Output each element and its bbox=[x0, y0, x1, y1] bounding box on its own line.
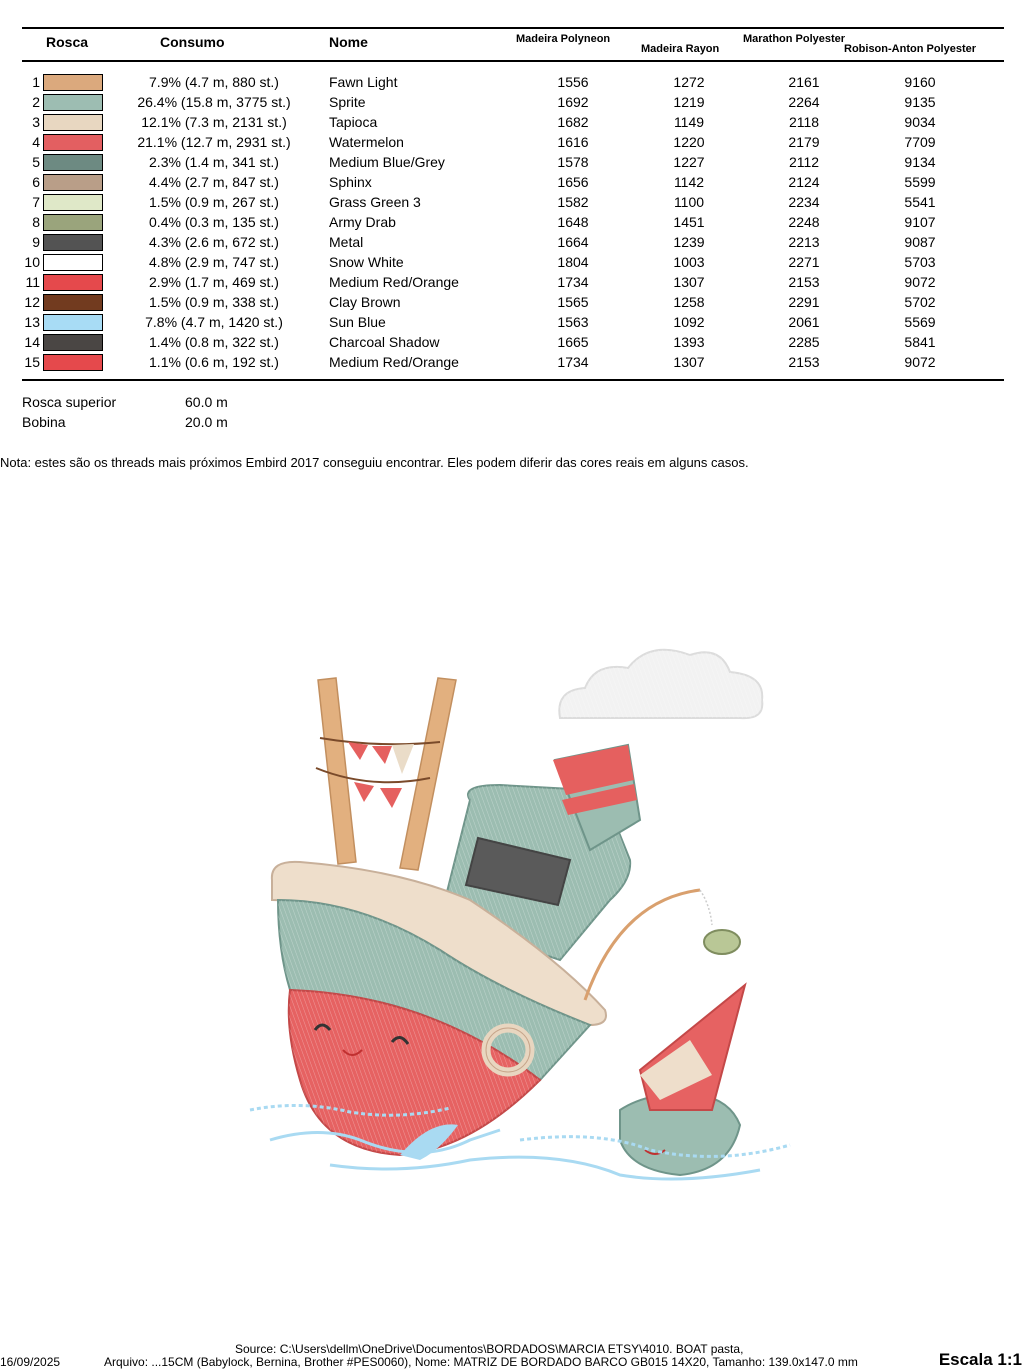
marathon-cell: 2264 bbox=[788, 94, 820, 110]
row-number: 15 bbox=[24, 354, 40, 370]
nome-cell: Grass Green 3 bbox=[329, 194, 421, 210]
footer-scale: Escala 1:1 bbox=[938, 1350, 1022, 1369]
rosca-superior-value: 60.0 m bbox=[185, 394, 228, 410]
consumo-cell: 4.3% (2.6 m, 672 st.) bbox=[149, 234, 279, 250]
row-number: 11 bbox=[25, 274, 40, 290]
madeira-polyneon-cell: 1682 bbox=[557, 114, 589, 130]
robison-cell: 9072 bbox=[904, 274, 936, 290]
consumo-cell: 21.1% (12.7 m, 2931 st.) bbox=[137, 134, 291, 150]
nome-cell: Fawn Light bbox=[329, 74, 398, 90]
row-number: 1 bbox=[32, 74, 40, 90]
nome-cell: Snow White bbox=[329, 254, 404, 270]
bobina-value: 20.0 m bbox=[185, 414, 228, 430]
madeira-rayon-cell: 1239 bbox=[673, 234, 705, 250]
consumo-cell: 1.5% (0.9 m, 267 st.) bbox=[149, 194, 279, 210]
header-rosca: Rosca bbox=[46, 34, 89, 50]
row-number: 2 bbox=[32, 94, 40, 110]
marathon-cell: 2112 bbox=[788, 154, 820, 170]
nome-cell: Tapioca bbox=[329, 114, 378, 130]
consumo-cell: 7.8% (4.7 m, 1420 st.) bbox=[145, 314, 283, 330]
consumo-cell: 1.4% (0.8 m, 322 st.) bbox=[149, 334, 279, 350]
nome-cell: Sphinx bbox=[329, 174, 372, 190]
marathon-cell: 2234 bbox=[788, 194, 820, 210]
header-nome: Nome bbox=[329, 34, 368, 50]
header-marathon: Marathon Polyester bbox=[743, 33, 846, 45]
madeira-polyneon-cell: 1804 bbox=[557, 254, 589, 270]
madeira-rayon-cell: 1393 bbox=[673, 334, 705, 350]
consumo-cell: 12.1% (7.3 m, 2131 st.) bbox=[141, 114, 287, 130]
robison-cell: 9160 bbox=[904, 74, 936, 90]
row-number: 12 bbox=[24, 294, 40, 310]
consumo-cell: 4.8% (2.9 m, 747 st.) bbox=[149, 254, 279, 270]
marathon-cell: 2061 bbox=[788, 314, 820, 330]
consumo-cell: 1.1% (0.6 m, 192 st.) bbox=[149, 354, 279, 370]
robison-cell: 9087 bbox=[904, 234, 936, 250]
madeira-rayon-cell: 1100 bbox=[673, 194, 705, 210]
row-number: 13 bbox=[24, 314, 40, 330]
row-number: 14 bbox=[24, 334, 40, 350]
madeira-rayon-cell: 1003 bbox=[673, 254, 705, 270]
consumo-cell: 26.4% (15.8 m, 3775 st.) bbox=[137, 94, 291, 110]
madeira-rayon-cell: 1092 bbox=[673, 314, 705, 330]
row-number: 5 bbox=[32, 154, 40, 170]
footer-arquivo: Arquivo: ...15CM (Babylock, Bernina, Brother #PES0060), Nome: MATRIZ DE BORDADO BARCO GB015 14X20, Tamanho: 139.0x147.0 mm bbox=[104, 1355, 858, 1369]
madeira-rayon-cell: 1220 bbox=[673, 134, 705, 150]
marathon-cell: 2248 bbox=[788, 214, 820, 230]
rosca-superior-label: Rosca superior bbox=[22, 394, 117, 410]
nome-cell: Army Drab bbox=[329, 214, 396, 230]
madeira-rayon-cell: 1219 bbox=[673, 94, 705, 110]
madeira-polyneon-cell: 1578 bbox=[557, 154, 589, 170]
madeira-rayon-cell: 1142 bbox=[673, 174, 705, 190]
marathon-cell: 2213 bbox=[788, 234, 820, 250]
row-number: 6 bbox=[32, 174, 40, 190]
madeira-polyneon-cell: 1565 bbox=[557, 294, 589, 310]
marathon-cell: 2118 bbox=[788, 114, 820, 130]
header-madeira-rayon: Madeira Rayon bbox=[641, 43, 720, 55]
madeira-rayon-cell: 1272 bbox=[673, 74, 705, 90]
marathon-cell: 2179 bbox=[788, 134, 820, 150]
consumo-cell: 2.3% (1.4 m, 341 st.) bbox=[149, 154, 279, 170]
robison-cell: 9134 bbox=[904, 154, 936, 170]
header-madeira-polyneon: Madeira Polyneon bbox=[516, 33, 611, 45]
nome-cell: Medium Red/Orange bbox=[329, 274, 459, 290]
marathon-cell: 2153 bbox=[788, 274, 820, 290]
madeira-polyneon-cell: 1734 bbox=[557, 354, 589, 370]
marathon-cell: 2291 bbox=[788, 294, 820, 310]
consumo-cell: 0.4% (0.3 m, 135 st.) bbox=[149, 214, 279, 230]
row-number: 3 bbox=[32, 114, 40, 130]
madeira-polyneon-cell: 1692 bbox=[557, 94, 589, 110]
footer-source: Source: C:\Users\dellm\OneDrive\Documentos\BORDADOS\MARCIA ETSY\4010. BOAT pasta, bbox=[235, 1342, 744, 1356]
row-number: 4 bbox=[32, 134, 40, 150]
madeira-polyneon-cell: 1616 bbox=[557, 134, 589, 150]
robison-cell: 9107 bbox=[904, 214, 936, 230]
note-text: Nota: estes são os threads mais próximos Embird 2017 conseguiu encontrar. Eles podem diferir das cores reais em alguns casos. bbox=[0, 455, 749, 470]
nome-cell: Sun Blue bbox=[329, 314, 386, 330]
nome-cell: Sprite bbox=[329, 94, 366, 110]
marathon-cell: 2271 bbox=[788, 254, 820, 270]
nome-cell: Medium Red/Orange bbox=[329, 354, 459, 370]
marathon-cell: 2153 bbox=[788, 354, 820, 370]
robison-cell: 5702 bbox=[904, 294, 936, 310]
madeira-polyneon-cell: 1656 bbox=[557, 174, 589, 190]
marathon-cell: 2124 bbox=[788, 174, 820, 190]
madeira-polyneon-cell: 1563 bbox=[557, 314, 589, 330]
nome-cell: Medium Blue/Grey bbox=[329, 154, 445, 170]
madeira-rayon-cell: 1258 bbox=[673, 294, 705, 310]
consumo-cell: 2.9% (1.7 m, 469 st.) bbox=[149, 274, 279, 290]
footer-date: 16/09/2025 bbox=[0, 1355, 61, 1369]
nome-cell: Clay Brown bbox=[329, 294, 401, 310]
robison-cell: 7709 bbox=[904, 134, 936, 150]
robison-cell: 9072 bbox=[904, 354, 936, 370]
nome-cell: Metal bbox=[329, 234, 364, 250]
marathon-cell: 2285 bbox=[788, 334, 820, 350]
madeira-rayon-cell: 1227 bbox=[673, 154, 705, 170]
madeira-polyneon-cell: 1582 bbox=[557, 194, 589, 210]
consumo-cell: 4.4% (2.7 m, 847 st.) bbox=[149, 174, 279, 190]
row-number: 8 bbox=[32, 214, 40, 230]
consumo-cell: 7.9% (4.7 m, 880 st.) bbox=[149, 74, 279, 90]
consumo-cell: 1.5% (0.9 m, 338 st.) bbox=[149, 294, 279, 310]
madeira-polyneon-cell: 1664 bbox=[557, 234, 589, 250]
header-robison: Robison-Anton Polyester bbox=[844, 43, 977, 55]
robison-cell: 5599 bbox=[904, 174, 936, 190]
robison-cell: 5569 bbox=[904, 314, 936, 330]
robison-cell: 5841 bbox=[904, 334, 936, 350]
nome-cell: Charcoal Shadow bbox=[329, 334, 440, 350]
madeira-polyneon-cell: 1665 bbox=[557, 334, 589, 350]
robison-cell: 5703 bbox=[904, 254, 936, 270]
row-number: 9 bbox=[32, 234, 40, 250]
marathon-cell: 2161 bbox=[788, 74, 820, 90]
nome-cell: Watermelon bbox=[329, 134, 404, 150]
madeira-polyneon-cell: 1556 bbox=[557, 74, 589, 90]
madeira-rayon-cell: 1307 bbox=[673, 354, 705, 370]
row-number: 10 bbox=[24, 254, 40, 270]
madeira-rayon-cell: 1451 bbox=[673, 214, 705, 230]
madeira-rayon-cell: 1149 bbox=[673, 114, 705, 130]
robison-cell: 9034 bbox=[904, 114, 936, 130]
madeira-polyneon-cell: 1734 bbox=[557, 274, 589, 290]
madeira-rayon-cell: 1307 bbox=[673, 274, 705, 290]
robison-cell: 5541 bbox=[904, 194, 936, 210]
bobina-label: Bobina bbox=[22, 414, 66, 430]
row-number: 7 bbox=[32, 194, 40, 210]
header-consumo: Consumo bbox=[160, 34, 225, 50]
robison-cell: 9135 bbox=[904, 94, 936, 110]
madeira-polyneon-cell: 1648 bbox=[557, 214, 589, 230]
